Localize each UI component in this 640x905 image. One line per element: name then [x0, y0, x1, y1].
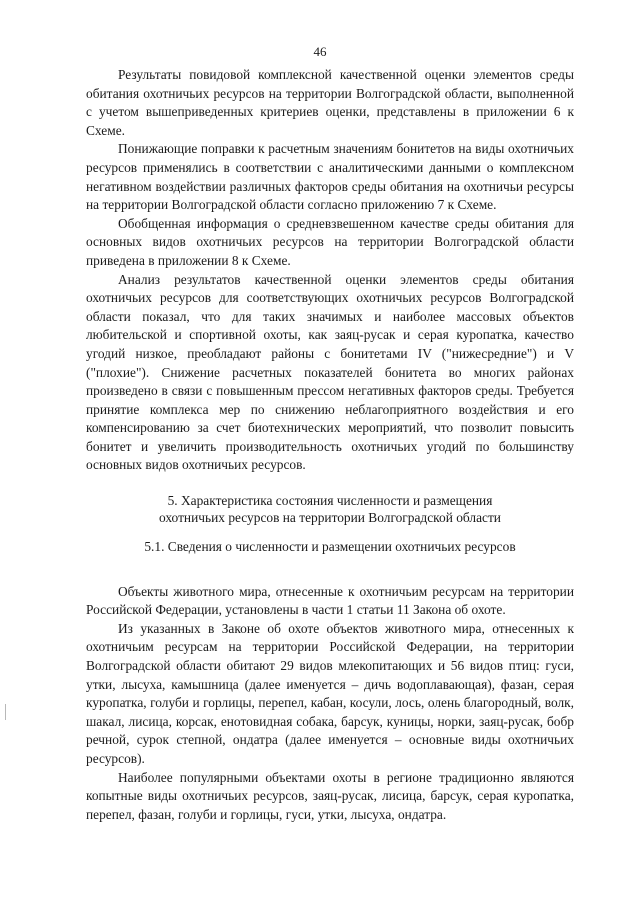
scan-margin-mark	[5, 704, 6, 720]
paragraph-results-assessment: Результаты повидовой комплексной качественной оценки элементов среды обитания охотничьих ресурсов на территории Волгоградской области, выполненной с учетом вышеприведенных критериев оценки, представлены в приложении 6 к Схеме.	[86, 67, 574, 138]
subsection-heading: 5.1. Сведения о численности и размещении охотничьих ресурсов	[144, 539, 516, 555]
paragraph-analysis: Анализ результатов качественной оценки элементов среды обитания охотничьих ресурсов для соответствующих охотничьих ресурсов Волгоградской области показал, что для таких значимых и наиболее массовых объектов любительской и спортивной охоты, как заяц-русак и серая куропатка, качество угодий низкое, преобладают районы с бонитетами IV ("нижесредние") и V ("плохие"). Снижение расчетных показателей бонитета во многих районах произведено в связи с повышенным прессом негативных факторов среды. Требуется принятие комплекса мер по снижению неблагоприятного воздействия и его компенсированию за счет биотехнических мероприятий, что позволит повысить бонитет и увеличить производительность охотничьих угодий по большинству основных видов охотничьих ресурсов.	[86, 271, 574, 473]
section-heading-line-2: охотничьих ресурсов на территории Волгоградской области	[159, 509, 501, 525]
page-number: 46	[313, 44, 327, 59]
paragraph-hunting-resources-law: Объекты животного мира, отнесенные к охотничьим ресурсам на территории Российской Федерации, установлены в части 1 статьи 11 Закона об охоте.	[86, 583, 574, 618]
paragraph-correction-factors: Понижающие поправки к расчетным значениям бонитетов на виды охотничьих ресурсов применялись в соответствии с аналитическими данными о комплексном негативном воздействии различных факторов среды обитания на охотничьи ресурсы на территории Волгоградской области согласно приложению 7 к Схеме.	[86, 141, 574, 213]
paragraph-species-list: Из указанных в Законе об охоте объектов животного мира, отнесенных к охотничьим ресурсам на территории Российской Федерации, на территории Волгоградской области обитают 29 видов млекопитающих и 56 видов птиц: гуси, утки, лысуха, камышница (далее именуется – дичь водоплавающая), фазан, серая куропатка, голуби и горлицы, перепел, кабан, косули, лось, олень благородный, волк, шакал, лисица, корсак, енотовидная собака, барсук, куницы, норки, заяц-русак, бобр речной, сурок степной, ондатра (далее именуется – основные виды охотничьих ресурсов).	[86, 620, 574, 766]
page-content	[86, 66, 574, 824]
section-heading-line-1: 5. Характеристика состояния численности и размещения	[167, 493, 493, 509]
section-heading	[86, 493, 574, 526]
paragraph-popular-objects: Наиболее популярными объектами охоты в регионе традиционно являются копытные виды охотничьих ресурсов, заяц-русак, лисица, барсук, серая куропатка, перепел, фазан, голуби и горлицы, гуси, утки, лысуха, ондатра.	[86, 769, 574, 822]
paragraph-summary-quality: Обобщенная информация о средневзвешенном качестве среды обитания для основных видов охотничьих ресурсов на территории Волгоградской области приведена в приложении 8 к Схеме.	[86, 215, 574, 268]
